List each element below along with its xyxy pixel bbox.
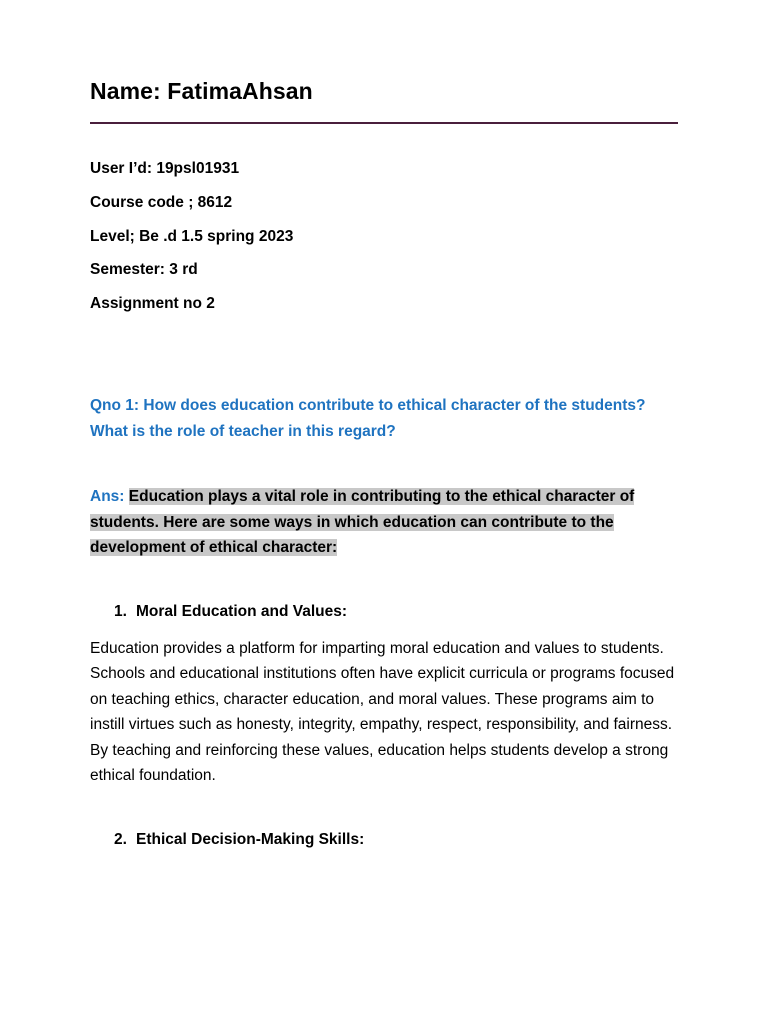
- section-1-heading: [114, 603, 347, 621]
- heading-underline-rule: [90, 122, 678, 124]
- course-code-line: Course code ; 8612: [90, 194, 233, 211]
- section-2-number: 2.: [114, 831, 127, 848]
- student-name-heading: Name: FatimaAhsan: [90, 78, 313, 104]
- answer-intro: [90, 484, 680, 561]
- section-1-paragraph: Education provides a platform for imparting moral education and values to students. Schools and educational institutions often have explicit curricula or programs focused on teaching ethics, character education, and moral values. These programs aim to instill virtues such as honesty, integrity, empathy, respect, responsibility, and fairness. By teaching and reinforcing these values, education helps students develop a strong ethical foundation.: [90, 640, 675, 785]
- question-1-text: Qno 1: How does education contribute to ethical character of the students? What is the role of teacher in this regard?: [90, 397, 646, 440]
- assignment-line: Assignment no 2: [90, 295, 215, 312]
- level-line: Level; Be .d 1.5 spring 2023: [90, 228, 294, 245]
- section-2-heading: [114, 831, 364, 849]
- section-1-title: Moral Education and Values:: [136, 603, 348, 620]
- answer-intro-highlighted-text: Education plays a vital role in contributing to the ethical character of students. Here are some ways in which education can contribute to the development of ethical character:: [90, 488, 635, 557]
- semester-line: Semester: 3 rd: [90, 261, 198, 278]
- answer-prefix: Ans:: [90, 488, 125, 505]
- section-1-number: 1.: [114, 603, 127, 620]
- user-id-line: User I’d: 19psl01931: [90, 160, 240, 177]
- section-2-title: Ethical Decision-Making Skills:: [136, 831, 365, 848]
